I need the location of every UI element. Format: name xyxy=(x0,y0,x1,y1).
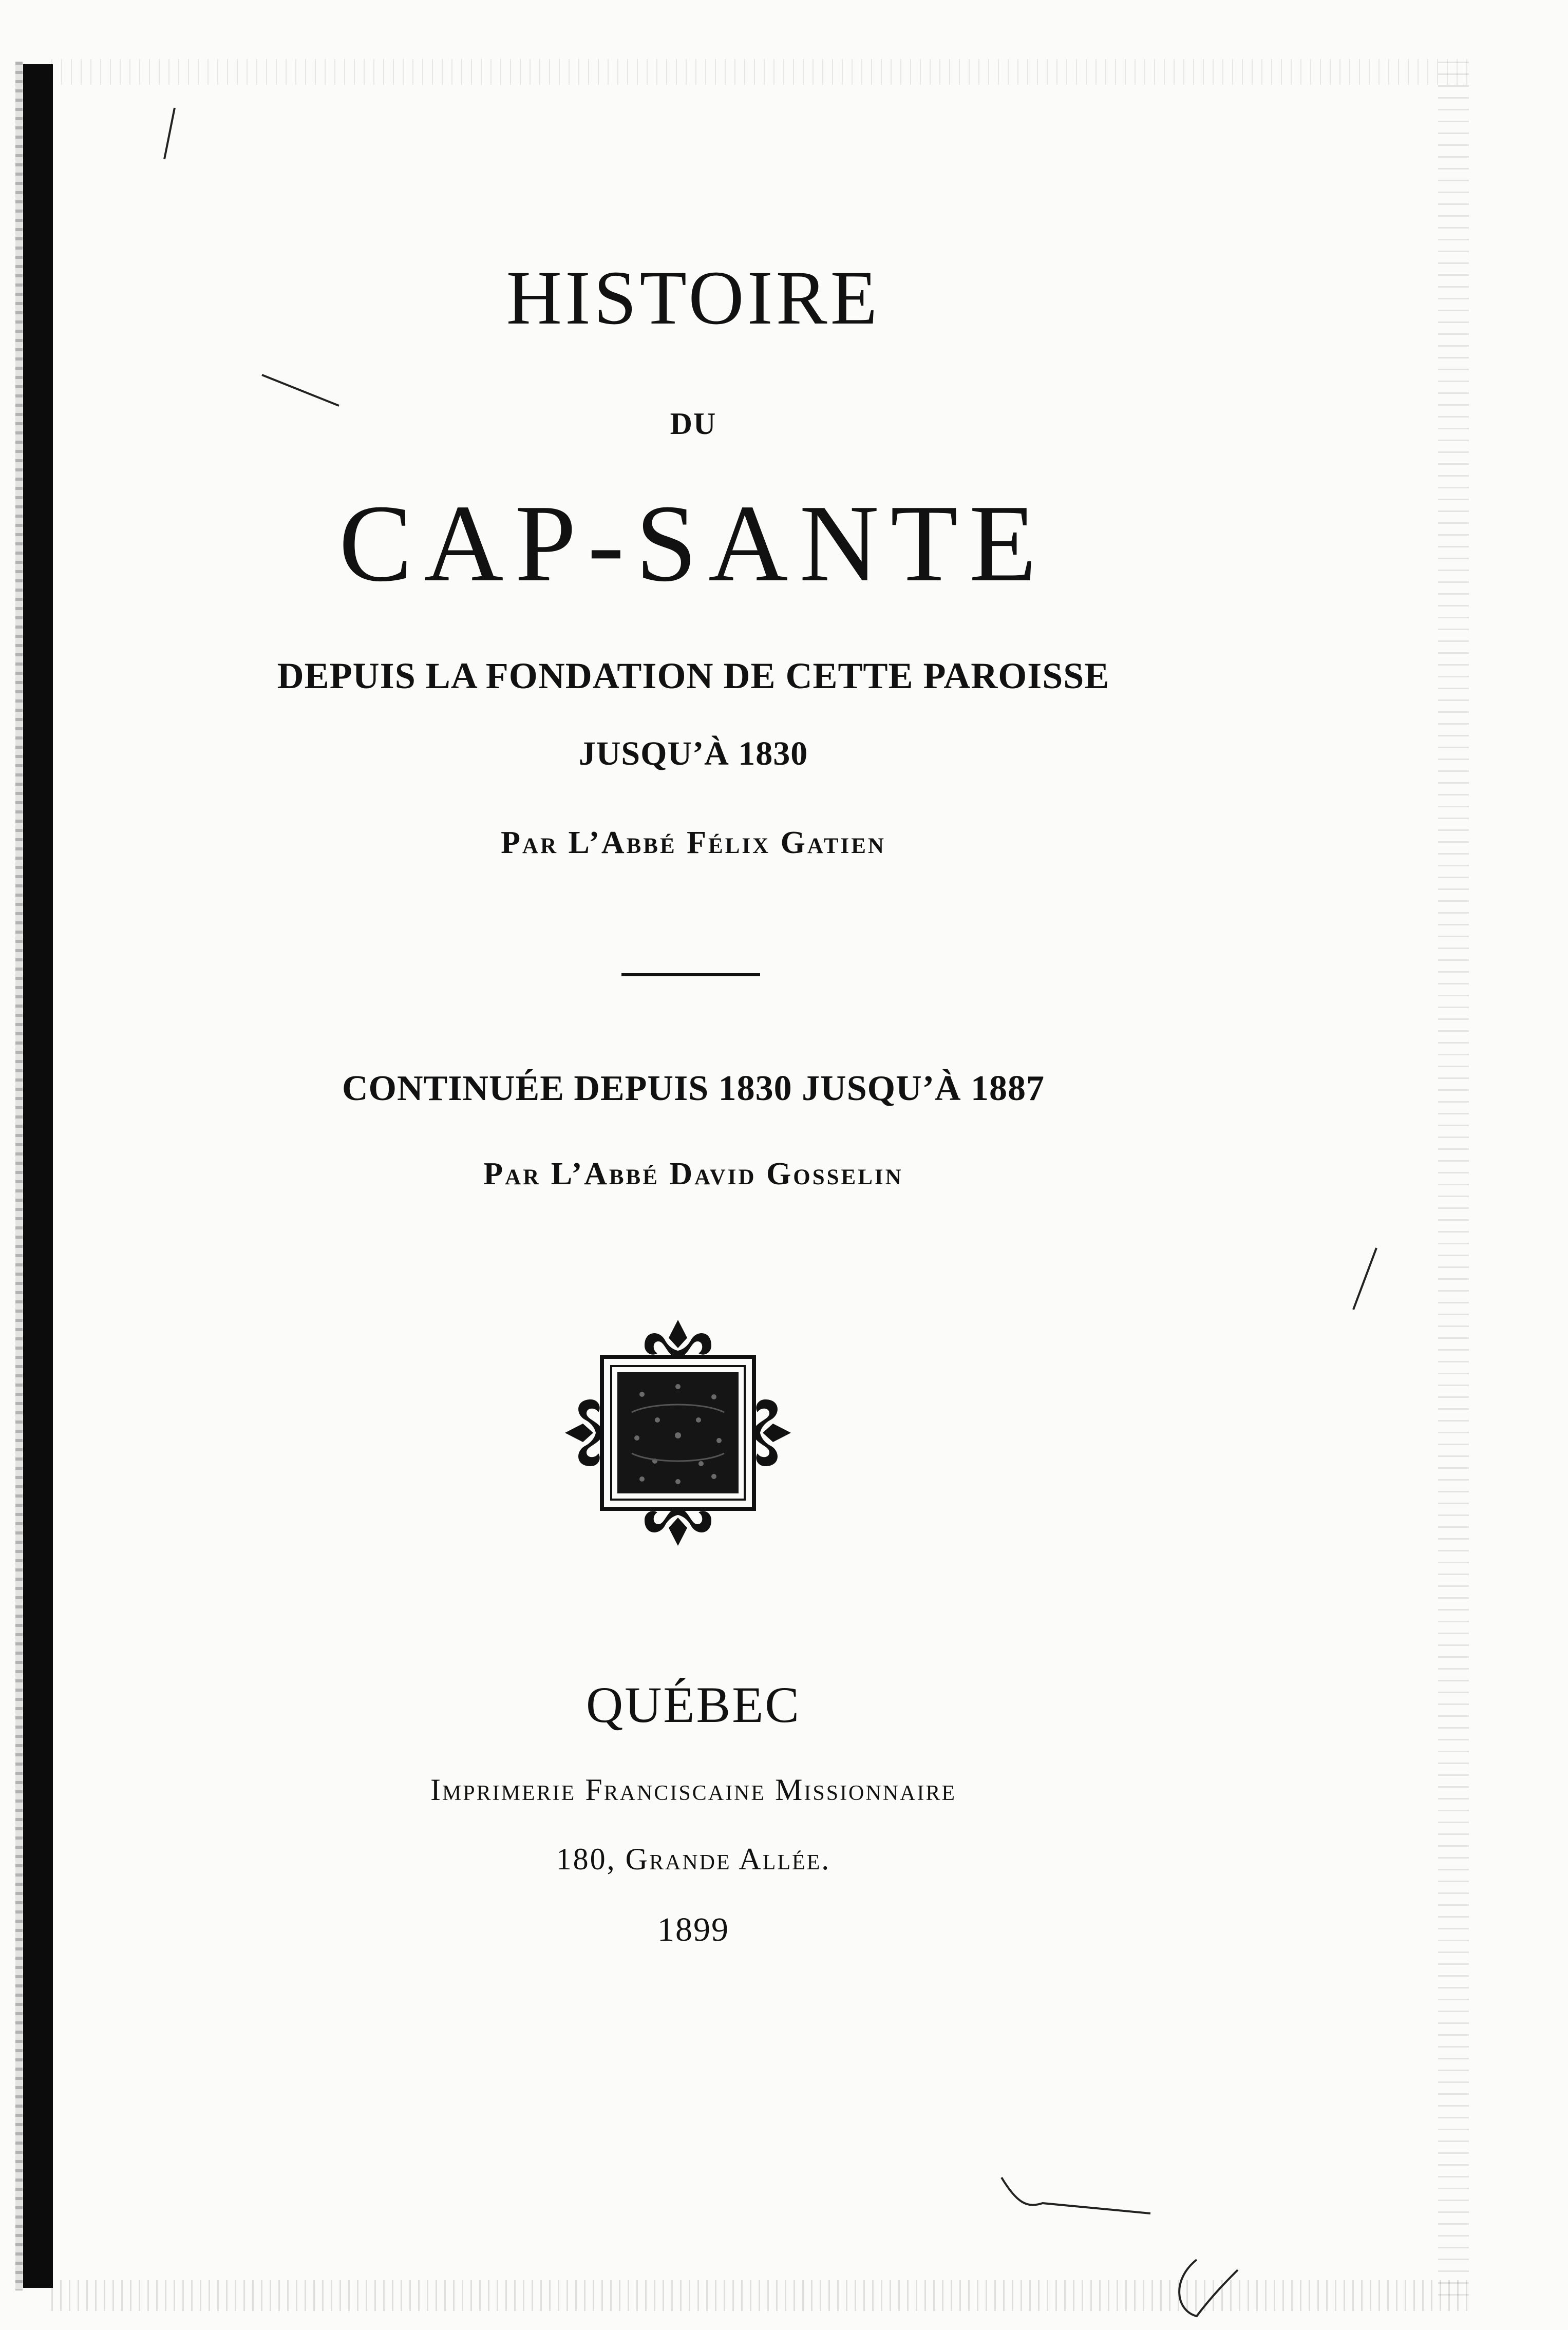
subtitle-line-1: DEPUIS LA FONDATION DE CETTE PAROISSE xyxy=(277,655,1110,696)
scan-mark xyxy=(257,370,349,411)
author-gosselin: Par L’Abbé David Gosselin xyxy=(483,1157,903,1191)
scan-mark xyxy=(1346,1243,1382,1315)
scan-speckle-right xyxy=(1438,62,1469,2306)
title-histoire: HISTOIRE xyxy=(506,255,881,340)
scan-speckle-bottom xyxy=(51,2280,1469,2311)
scan-speckle-top xyxy=(51,59,1469,85)
scan-mark xyxy=(996,2172,1161,2219)
scan-mark xyxy=(1166,2249,1243,2326)
scan-mark xyxy=(154,103,185,164)
title-cap-sante: CAP-SANTE xyxy=(338,482,1048,604)
imprint-year: 1899 xyxy=(657,1911,729,1948)
horizontal-rule xyxy=(621,973,760,976)
continuation-line: CONTINUÉE DEPUIS 1830 JUSQU’À 1887 xyxy=(342,1069,1045,1108)
author-gatien: Par L’Abbé Félix Gatien xyxy=(501,825,886,860)
imprint-city: QUÉBEC xyxy=(586,1676,801,1733)
imprint-address: 180, Grande Allée. xyxy=(556,1842,831,1876)
printer-ornament-icon xyxy=(555,1310,801,1556)
title-du: DU xyxy=(670,407,717,441)
subtitle-line-2: JUSQU’À 1830 xyxy=(578,735,808,772)
imprint-printer: Imprimerie Franciscaine Missionnaire xyxy=(430,1773,957,1807)
